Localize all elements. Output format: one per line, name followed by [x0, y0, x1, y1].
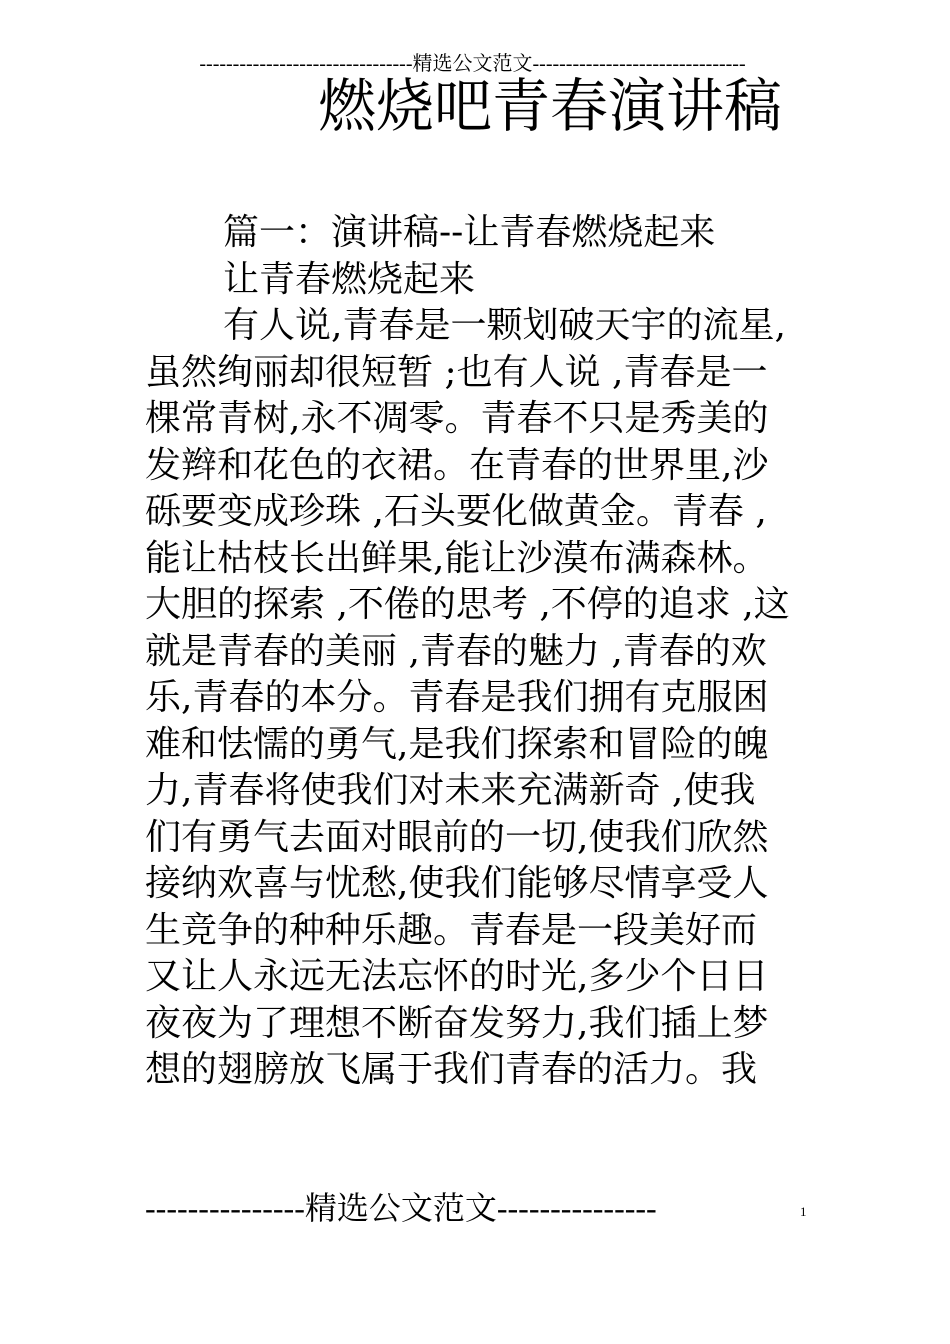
- paragraph-line: 棵常青树,永不凋零。青春不只是秀美的: [145, 398, 769, 439]
- paragraph-line: 大胆的探索 ,不倦的思考 ,不停的追求 ,这: [145, 584, 790, 625]
- paragraph-line: 们有勇气去面对眼前的一切,使我们欣然: [145, 816, 769, 858]
- paragraph-line: 发辫和花色的衣裙。在青春的世界里,沙: [145, 444, 769, 486]
- page-header: --------------------------------精选公文范文--------------------------------: [199, 53, 746, 75]
- paragraph-line: 乐,青春的本分。青春是我们拥有克服困: [145, 677, 769, 718]
- page-footer: ---------------精选公文范文---------------: [145, 1190, 657, 1226]
- paragraph-line: 砾要变成珍珠 ,石头要化做黄金。青春 ,: [145, 491, 767, 532]
- paragraph-line: 就是青春的美丽 ,青春的魅力 ,青春的欢: [145, 630, 767, 672]
- document-body: [145, 210, 825, 1094]
- paragraph-line: 又让人永远无法忘怀的时光,多少个日日: [145, 956, 769, 997]
- page-number: 1: [800, 1204, 807, 1219]
- paragraph-line: 难和怯懦的勇气,是我们探索和冒险的魄: [145, 723, 769, 765]
- subheading: 让青春燃烧起来: [223, 258, 476, 300]
- paragraph-line: 生竞争的种种乐趣。青春是一段美好而: [145, 909, 758, 951]
- section-heading: 篇一：演讲稿--让青春燃烧起来: [223, 212, 716, 253]
- paragraph-line: 夜夜为了理想不断奋发努力,我们插上梦: [145, 1002, 769, 1044]
- document-title: 燃烧吧青春演讲稿: [318, 72, 783, 140]
- paragraph-line: 力,青春将使我们对未来充满新奇 ,使我: [145, 770, 756, 811]
- paragraph-line: 想的翅膀放飞属于我们青春的活力。我: [145, 1049, 758, 1090]
- paragraph-line: 虽然绚丽却很短暂 ;也有人说 ,青春是一: [145, 351, 768, 393]
- paragraph-line: 接纳欢喜与忧愁,使我们能够尽情享受人: [145, 863, 769, 904]
- paragraph-line: 能让枯枝长出鲜果,能让沙漠布满森林。: [145, 537, 769, 579]
- paragraph-line: 有人说,青春是一颗划破天宇的流星,: [223, 305, 786, 346]
